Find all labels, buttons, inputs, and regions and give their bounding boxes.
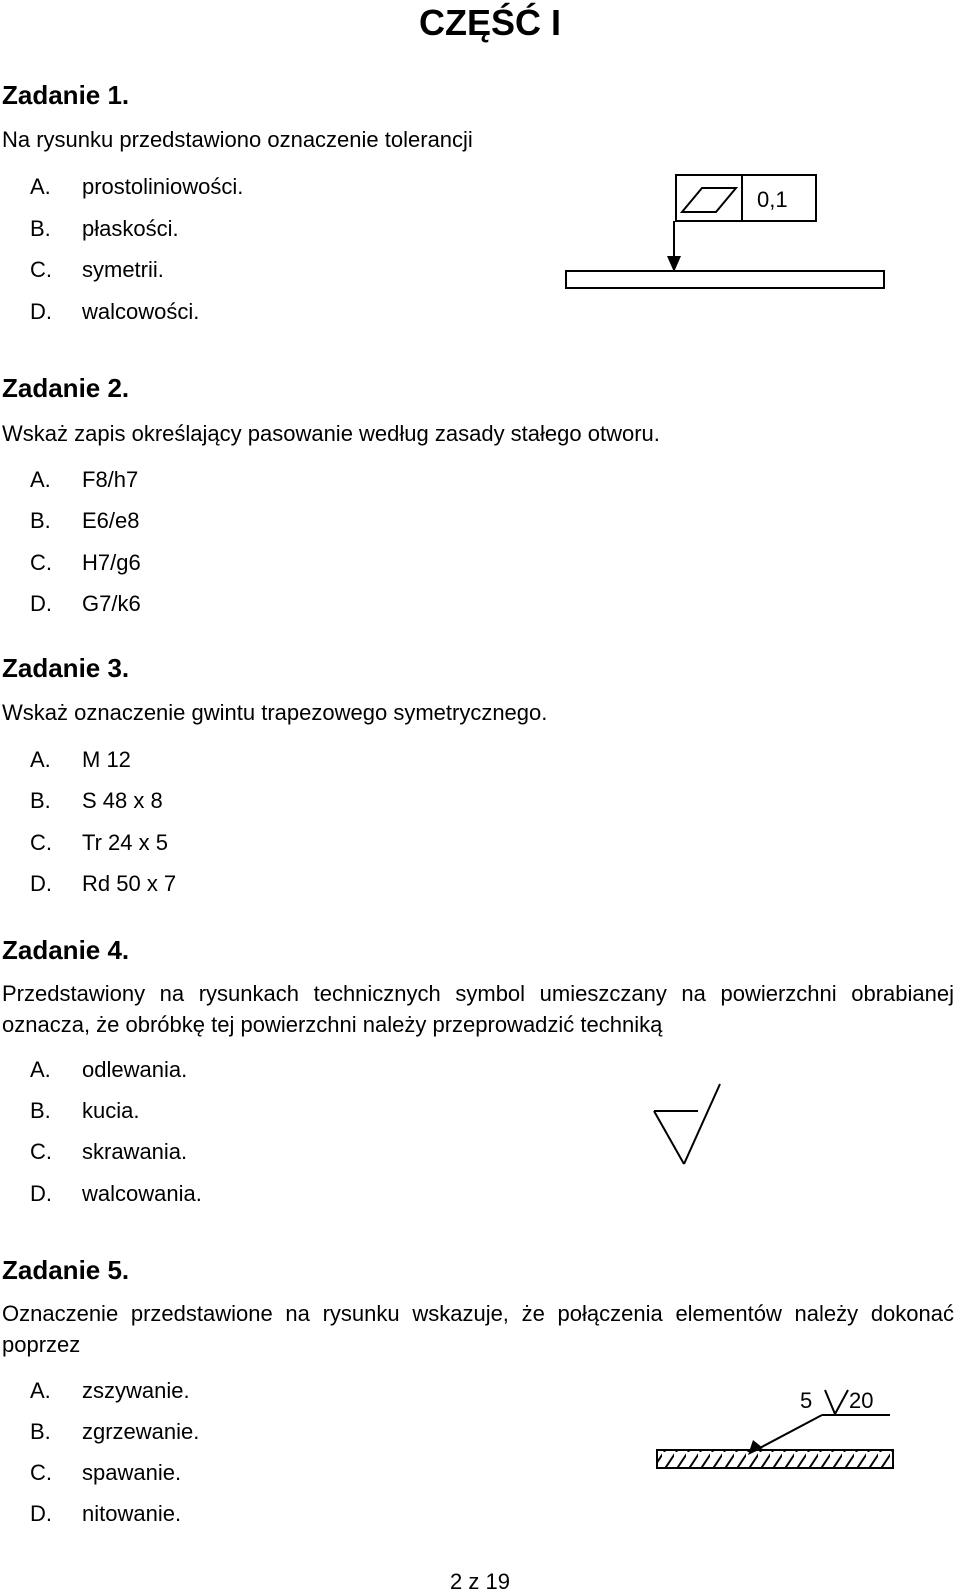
task-3-question: Wskaż oznaczenie gwintu trapezowego symetrycznego. — [2, 700, 548, 725]
option-letter: C. — [30, 1139, 52, 1164]
task-3-option-c[interactable] — [30, 830, 168, 856]
task-4-option-d[interactable] — [30, 1181, 202, 1207]
tolerance-value: 0,1 — [757, 187, 788, 212]
option-text: kucia. — [82, 1098, 140, 1123]
task-4-option-c[interactable] — [30, 1139, 187, 1165]
option-letter: D. — [30, 1501, 52, 1526]
task-1-question: Na rysunku przedstawiono oznaczenie tolerancji — [2, 127, 473, 152]
task-5-option-a[interactable] — [30, 1378, 190, 1404]
task-2-option-d[interactable] — [30, 591, 141, 617]
option-text: odlewania. — [82, 1057, 188, 1082]
option-text: H7/g6 — [82, 550, 141, 575]
option-letter: B. — [30, 216, 51, 241]
tolerance-frame-figure — [560, 170, 890, 294]
task-2-option-a[interactable] — [30, 467, 138, 493]
task-4-title: Zadanie 4. — [2, 935, 130, 965]
option-text: prostoliniowości. — [82, 174, 244, 199]
task-2-option-c[interactable] — [30, 550, 141, 576]
option-text: walcowości. — [82, 299, 200, 324]
weld-symbol-figure — [650, 1380, 900, 1490]
option-text: skrawania. — [82, 1139, 188, 1164]
task-3-option-a[interactable] — [30, 747, 131, 773]
option-letter: A. — [30, 1378, 51, 1403]
option-letter: D. — [30, 871, 52, 896]
option-text: S 48 x 8 — [82, 788, 163, 813]
task-1-option-a[interactable] — [30, 174, 243, 200]
option-letter: D. — [30, 591, 52, 616]
option-letter: C. — [30, 830, 52, 855]
option-letter: C. — [30, 257, 52, 282]
weld-size: 5 — [800, 1388, 813, 1413]
task-5-option-d[interactable] — [30, 1501, 181, 1527]
task-3-title: Zadanie 3. — [2, 653, 130, 683]
option-text: G7/k6 — [82, 591, 141, 616]
leader-arrow-icon — [667, 256, 681, 272]
task-3-option-b[interactable] — [30, 788, 163, 814]
option-letter: D. — [30, 1181, 52, 1206]
task-1-option-b[interactable] — [30, 216, 179, 242]
task-4-option-a[interactable] — [30, 1057, 187, 1083]
option-text: walcowania. — [82, 1181, 202, 1206]
task-5-option-b[interactable] — [30, 1419, 199, 1445]
part-title: CZĘŚĆ I — [418, 2, 561, 43]
task-2-question: Wskaż zapis określający pasowanie według zasady stałego otworu. — [2, 421, 660, 446]
option-letter: B. — [30, 1098, 51, 1123]
option-letter: A. — [30, 467, 51, 492]
task-5-title: Zadanie 5. — [2, 1255, 130, 1285]
task-5-option-c[interactable] — [30, 1460, 181, 1486]
option-text: Rd 50 x 7 — [82, 871, 177, 896]
task-2-option-b[interactable] — [30, 508, 140, 534]
option-letter: B. — [30, 788, 51, 813]
option-letter: A. — [30, 1057, 51, 1082]
task-4-question: Przedstawiony na rysunkach technicznych symbol umieszczany na powierzchni obrabianej oznacza, że obróbkę tej powierzchni należy przeprowadzić techniką — [2, 981, 954, 1037]
task-1-option-d[interactable] — [30, 299, 199, 325]
surface-texture-machining-icon — [654, 1084, 720, 1164]
option-letter: B. — [30, 508, 51, 533]
task-1-option-c[interactable] — [30, 257, 164, 283]
option-text: zszywanie. — [82, 1378, 190, 1403]
option-letter: A. — [30, 747, 51, 772]
option-text: E6/e8 — [82, 508, 140, 533]
surface-line — [566, 271, 884, 288]
weld-length: 20 — [849, 1388, 874, 1413]
option-text: symetrii. — [82, 257, 164, 282]
task-4-option-b[interactable] — [30, 1098, 139, 1124]
option-letter: A. — [30, 174, 51, 199]
option-letter: D. — [30, 299, 52, 324]
surface-texture-figure — [650, 1080, 730, 1170]
option-letter: C. — [30, 1460, 52, 1485]
option-text: płaskości. — [82, 216, 179, 241]
weld-joint — [657, 1450, 893, 1468]
task-5-question: Oznaczenie przedstawione na rysunku wskazuje, że połączenia elementów należy dokonać poprzez — [2, 1301, 954, 1357]
option-text: M 12 — [82, 747, 131, 772]
task-1-title: Zadanie 1. — [2, 80, 130, 110]
option-text: F8/h7 — [82, 467, 139, 492]
option-text: Tr 24 x 5 — [82, 830, 168, 855]
option-text: zgrzewanie. — [82, 1419, 200, 1444]
fillet-weld-icon — [825, 1390, 848, 1414]
task-3-option-d[interactable] — [30, 871, 176, 897]
option-text: spawanie. — [82, 1460, 182, 1485]
task-2-title: Zadanie 2. — [2, 373, 130, 403]
option-letter: C. — [30, 550, 52, 575]
page-number: 2 z 19 — [450, 1569, 510, 1594]
option-letter: B. — [30, 1419, 51, 1444]
option-text: nitowanie. — [82, 1501, 182, 1526]
flatness-parallelogram-icon — [682, 188, 736, 212]
